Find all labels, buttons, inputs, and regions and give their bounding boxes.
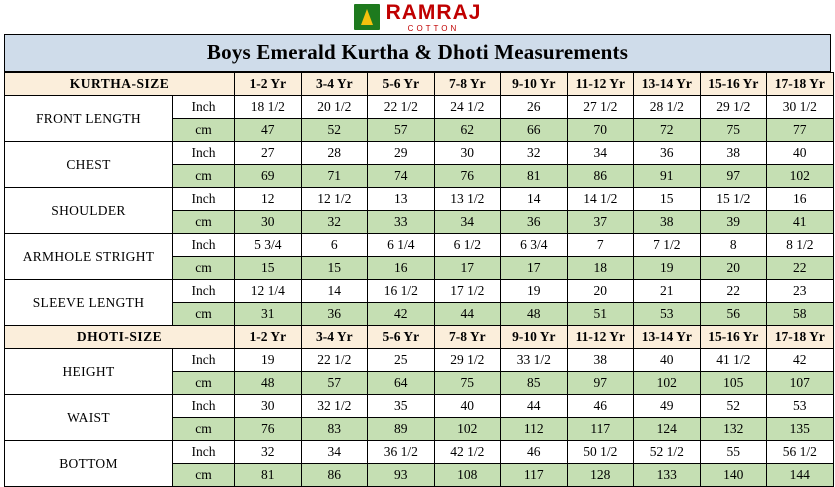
measurement-cell: 31 bbox=[235, 303, 302, 326]
measurement-cell: 27 1/2 bbox=[567, 96, 634, 119]
measurement-cell: 29 bbox=[368, 142, 435, 165]
measurement-row-label: SLEEVE LENGTH bbox=[5, 280, 173, 326]
measurement-cell: 64 bbox=[368, 372, 435, 395]
measurement-cell: 19 bbox=[634, 257, 701, 280]
measurement-cell: 12 1/2 bbox=[301, 188, 368, 211]
unit-label-inch: Inch bbox=[173, 188, 235, 211]
measurement-cell: 17 bbox=[501, 257, 568, 280]
size-column-header: 15-16 Yr bbox=[700, 326, 767, 349]
unit-label-inch: Inch bbox=[173, 280, 235, 303]
measurement-cell: 44 bbox=[501, 395, 568, 418]
measurement-cell: 32 1/2 bbox=[301, 395, 368, 418]
table-row bbox=[5, 395, 834, 418]
measurement-cell: 14 bbox=[301, 280, 368, 303]
unit-label-inch: Inch bbox=[173, 96, 235, 119]
measurement-cell: 83 bbox=[301, 418, 368, 441]
leaf-logo-icon bbox=[354, 4, 380, 30]
measurement-cell: 38 bbox=[700, 142, 767, 165]
measurement-cell: 13 1/2 bbox=[434, 188, 501, 211]
measurement-cell: 53 bbox=[634, 303, 701, 326]
measurement-cell: 93 bbox=[368, 464, 435, 487]
measurement-cell: 48 bbox=[235, 372, 302, 395]
size-column-header: 17-18 Yr bbox=[767, 326, 834, 349]
unit-label-cm: cm bbox=[173, 372, 235, 395]
measurement-cell: 8 1/2 bbox=[767, 234, 834, 257]
measurement-cell: 36 1/2 bbox=[368, 441, 435, 464]
measurement-row-label: WAIST bbox=[5, 395, 173, 441]
measurement-cell: 12 1/4 bbox=[235, 280, 302, 303]
measurement-cell: 19 bbox=[501, 280, 568, 303]
measurement-row-label: CHEST bbox=[5, 142, 173, 188]
measurement-cell: 39 bbox=[700, 211, 767, 234]
measurement-cell: 76 bbox=[235, 418, 302, 441]
measurement-cell: 71 bbox=[301, 165, 368, 188]
measurement-cell: 15 1/2 bbox=[700, 188, 767, 211]
measurement-cell: 42 1/2 bbox=[434, 441, 501, 464]
measurement-cell: 102 bbox=[434, 418, 501, 441]
size-column-header: 17-18 Yr bbox=[767, 73, 834, 96]
measurement-cell: 105 bbox=[700, 372, 767, 395]
measurement-cell: 30 bbox=[235, 211, 302, 234]
measurement-cell: 58 bbox=[767, 303, 834, 326]
measurement-cell: 32 bbox=[235, 441, 302, 464]
measurement-cell: 140 bbox=[700, 464, 767, 487]
measurement-cell: 42 bbox=[368, 303, 435, 326]
measurement-cell: 16 bbox=[368, 257, 435, 280]
unit-label-cm: cm bbox=[173, 257, 235, 280]
measurement-cell: 36 bbox=[634, 142, 701, 165]
measurement-cell: 108 bbox=[434, 464, 501, 487]
measurement-cell: 27 bbox=[235, 142, 302, 165]
size-column-header: 13-14 Yr bbox=[634, 326, 701, 349]
measurement-cell: 26 bbox=[501, 96, 568, 119]
measurement-row-label: ARMHOLE STRIGHT bbox=[5, 234, 173, 280]
measurement-cell: 38 bbox=[634, 211, 701, 234]
size-column-header: 9-10 Yr bbox=[501, 73, 568, 96]
measurement-cell: 21 bbox=[634, 280, 701, 303]
measurement-cell: 57 bbox=[368, 119, 435, 142]
measurement-cell: 34 bbox=[301, 441, 368, 464]
measurement-cell: 40 bbox=[634, 349, 701, 372]
unit-label-cm: cm bbox=[173, 418, 235, 441]
measurement-cell: 37 bbox=[567, 211, 634, 234]
measurement-cell: 23 bbox=[767, 280, 834, 303]
measurement-row-label: BOTTOM bbox=[5, 441, 173, 487]
measurement-cell: 133 bbox=[634, 464, 701, 487]
measurement-cell: 22 bbox=[700, 280, 767, 303]
unit-label-inch: Inch bbox=[173, 142, 235, 165]
measurement-cell: 70 bbox=[567, 119, 634, 142]
brand-logo-lockup bbox=[354, 2, 482, 33]
measurement-cell: 28 bbox=[301, 142, 368, 165]
measurement-cell: 20 1/2 bbox=[301, 96, 368, 119]
measurement-cell: 86 bbox=[567, 165, 634, 188]
measurement-cell: 29 1/2 bbox=[434, 349, 501, 372]
measurement-row-label: HEIGHT bbox=[5, 349, 173, 395]
measurement-cell: 77 bbox=[767, 119, 834, 142]
brand-header bbox=[0, 0, 835, 34]
measurement-cell: 135 bbox=[767, 418, 834, 441]
table-row bbox=[5, 96, 834, 119]
measurement-cell: 40 bbox=[434, 395, 501, 418]
measurement-cell: 16 bbox=[767, 188, 834, 211]
measurement-cell: 81 bbox=[235, 464, 302, 487]
size-column-header: 5-6 Yr bbox=[368, 73, 435, 96]
measurement-cell: 56 1/2 bbox=[767, 441, 834, 464]
measurement-cell: 53 bbox=[767, 395, 834, 418]
unit-label-inch: Inch bbox=[173, 234, 235, 257]
measurements-table bbox=[4, 72, 834, 487]
measurement-cell: 52 bbox=[301, 119, 368, 142]
leaf-shape-icon bbox=[361, 9, 373, 25]
measurement-cell: 44 bbox=[434, 303, 501, 326]
measurement-cell: 12 bbox=[235, 188, 302, 211]
table-row bbox=[5, 142, 834, 165]
measurement-cell: 89 bbox=[368, 418, 435, 441]
measurement-cell: 117 bbox=[567, 418, 634, 441]
measurement-cell: 17 1/2 bbox=[434, 280, 501, 303]
measurement-cell: 97 bbox=[700, 165, 767, 188]
measurement-cell: 117 bbox=[501, 464, 568, 487]
unit-label-cm: cm bbox=[173, 119, 235, 142]
measurement-cell: 49 bbox=[634, 395, 701, 418]
measurement-cell: 20 bbox=[700, 257, 767, 280]
measurement-cell: 25 bbox=[368, 349, 435, 372]
size-column-header: 11-12 Yr bbox=[567, 326, 634, 349]
table-row bbox=[5, 349, 834, 372]
unit-label-cm: cm bbox=[173, 464, 235, 487]
measurement-cell: 20 bbox=[567, 280, 634, 303]
measurement-cell: 41 bbox=[767, 211, 834, 234]
measurement-cell: 17 bbox=[434, 257, 501, 280]
measurement-cell: 56 bbox=[700, 303, 767, 326]
measurement-cell: 29 1/2 bbox=[700, 96, 767, 119]
brand-subtitle: COTTON bbox=[407, 23, 460, 33]
measurement-cell: 6 3/4 bbox=[501, 234, 568, 257]
measurement-row-label: FRONT LENGTH bbox=[5, 96, 173, 142]
size-column-header: 13-14 Yr bbox=[634, 73, 701, 96]
measurement-cell: 8 bbox=[700, 234, 767, 257]
size-column-header: 15-16 Yr bbox=[700, 73, 767, 96]
unit-label-inch: Inch bbox=[173, 349, 235, 372]
measurement-cell: 50 1/2 bbox=[567, 441, 634, 464]
measurement-cell: 14 1/2 bbox=[567, 188, 634, 211]
size-column-header: 3-4 Yr bbox=[301, 326, 368, 349]
measurement-cell: 41 1/2 bbox=[700, 349, 767, 372]
measurement-cell: 28 1/2 bbox=[634, 96, 701, 119]
measurement-cell: 36 bbox=[301, 303, 368, 326]
measurement-cell: 14 bbox=[501, 188, 568, 211]
measurement-cell: 124 bbox=[634, 418, 701, 441]
size-header-row bbox=[5, 73, 834, 96]
measurement-cell: 7 bbox=[567, 234, 634, 257]
measurement-cell: 52 bbox=[700, 395, 767, 418]
measurement-row-label: SHOULDER bbox=[5, 188, 173, 234]
measurement-cell: 52 1/2 bbox=[634, 441, 701, 464]
size-column-header: 11-12 Yr bbox=[567, 73, 634, 96]
measurement-cell: 97 bbox=[567, 372, 634, 395]
measurement-cell: 46 bbox=[567, 395, 634, 418]
unit-label-inch: Inch bbox=[173, 441, 235, 464]
size-column-header: 7-8 Yr bbox=[434, 73, 501, 96]
measurement-cell: 42 bbox=[767, 349, 834, 372]
measurement-cell: 74 bbox=[368, 165, 435, 188]
measurement-cell: 32 bbox=[501, 142, 568, 165]
measurement-cell: 132 bbox=[700, 418, 767, 441]
measurement-cell: 16 1/2 bbox=[368, 280, 435, 303]
brand-name: RAMRAJ bbox=[385, 0, 482, 24]
measurement-cell: 48 bbox=[501, 303, 568, 326]
size-column-header: 7-8 Yr bbox=[434, 326, 501, 349]
measurement-cell: 22 1/2 bbox=[301, 349, 368, 372]
measurement-cell: 30 1/2 bbox=[767, 96, 834, 119]
measurement-cell: 69 bbox=[235, 165, 302, 188]
measurement-cell: 35 bbox=[368, 395, 435, 418]
measurement-cell: 18 bbox=[567, 257, 634, 280]
measurement-cell: 85 bbox=[501, 372, 568, 395]
measurement-cell: 57 bbox=[301, 372, 368, 395]
measurement-cell: 7 1/2 bbox=[634, 234, 701, 257]
measurement-cell: 30 bbox=[235, 395, 302, 418]
unit-label-cm: cm bbox=[173, 303, 235, 326]
measurement-cell: 40 bbox=[767, 142, 834, 165]
measurement-cell: 22 1/2 bbox=[368, 96, 435, 119]
measurement-cell: 86 bbox=[301, 464, 368, 487]
size-column-header: 5-6 Yr bbox=[368, 326, 435, 349]
table-row bbox=[5, 234, 834, 257]
unit-label-inch: Inch bbox=[173, 395, 235, 418]
size-column-header: 1-2 Yr bbox=[235, 73, 302, 96]
unit-label-cm: cm bbox=[173, 165, 235, 188]
measurement-cell: 36 bbox=[501, 211, 568, 234]
measurement-cell: 15 bbox=[301, 257, 368, 280]
measurement-cell: 33 bbox=[368, 211, 435, 234]
measurement-cell: 75 bbox=[434, 372, 501, 395]
measurement-cell: 76 bbox=[434, 165, 501, 188]
measurement-cell: 6 bbox=[301, 234, 368, 257]
measurement-cell: 34 bbox=[434, 211, 501, 234]
measurement-cell: 5 3/4 bbox=[235, 234, 302, 257]
measurement-cell: 55 bbox=[700, 441, 767, 464]
measurement-cell: 91 bbox=[634, 165, 701, 188]
unit-label-cm: cm bbox=[173, 211, 235, 234]
size-header-row bbox=[5, 326, 834, 349]
measurement-cell: 66 bbox=[501, 119, 568, 142]
measurement-cell: 6 1/4 bbox=[368, 234, 435, 257]
measurement-cell: 47 bbox=[235, 119, 302, 142]
measurement-cell: 32 bbox=[301, 211, 368, 234]
table-row bbox=[5, 188, 834, 211]
measurement-cell: 102 bbox=[634, 372, 701, 395]
measurement-cell: 24 1/2 bbox=[434, 96, 501, 119]
page-title: Boys Emerald Kurtha & Dhoti Measurements bbox=[4, 34, 831, 72]
size-column-header: 1-2 Yr bbox=[235, 326, 302, 349]
measurement-cell: 72 bbox=[634, 119, 701, 142]
measurement-cell: 15 bbox=[235, 257, 302, 280]
measurement-cell: 30 bbox=[434, 142, 501, 165]
size-column-header: 9-10 Yr bbox=[501, 326, 568, 349]
measurement-cell: 144 bbox=[767, 464, 834, 487]
measurement-cell: 6 1/2 bbox=[434, 234, 501, 257]
measurement-cell: 102 bbox=[767, 165, 834, 188]
measurement-cell: 107 bbox=[767, 372, 834, 395]
measurement-cell: 18 1/2 bbox=[235, 96, 302, 119]
measurement-cell: 128 bbox=[567, 464, 634, 487]
measurement-cell: 75 bbox=[700, 119, 767, 142]
measurement-cell: 19 bbox=[235, 349, 302, 372]
measurement-cell: 112 bbox=[501, 418, 568, 441]
table-body bbox=[5, 73, 834, 487]
table-row bbox=[5, 441, 834, 464]
measurement-cell: 13 bbox=[368, 188, 435, 211]
section-header-label: DHOTI-SIZE bbox=[5, 326, 235, 349]
table-row bbox=[5, 280, 834, 303]
size-column-header: 3-4 Yr bbox=[301, 73, 368, 96]
measurement-cell: 38 bbox=[567, 349, 634, 372]
measurement-cell: 15 bbox=[634, 188, 701, 211]
measurement-cell: 51 bbox=[567, 303, 634, 326]
measurement-cell: 62 bbox=[434, 119, 501, 142]
brand-wordmark bbox=[386, 2, 482, 33]
measurement-cell: 81 bbox=[501, 165, 568, 188]
measurement-cell: 34 bbox=[567, 142, 634, 165]
section-header-label: KURTHA-SIZE bbox=[5, 73, 235, 96]
measurement-cell: 46 bbox=[501, 441, 568, 464]
measurement-cell: 22 bbox=[767, 257, 834, 280]
measurement-cell: 33 1/2 bbox=[501, 349, 568, 372]
